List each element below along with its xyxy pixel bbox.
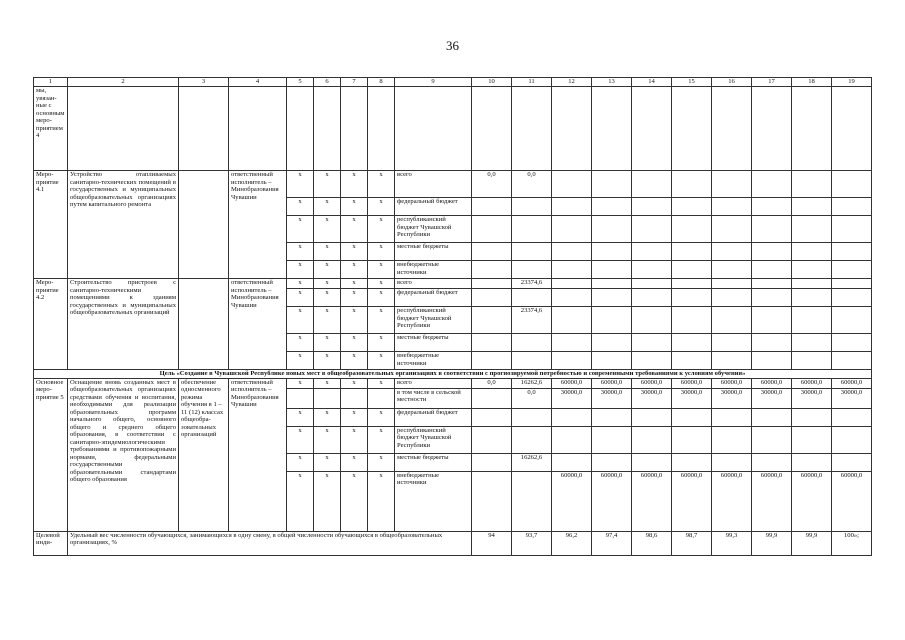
amount-cell: 60000,0 [632,471,672,531]
amount-cell [592,334,632,352]
indicator-row [34,531,872,555]
indicator-value: 100»; [832,531,872,555]
funding-source: местные бюджеты [395,334,472,352]
x-mark: x [314,279,341,289]
x-mark: x [341,216,368,243]
amount-cell [752,279,792,289]
x-mark: x [287,171,314,198]
amount-cell [792,453,832,471]
amount-cell: 30000,0 [832,388,872,408]
funding-source: местные бюджеты [395,243,472,261]
x-mark: x [314,289,341,307]
x-mark: x [341,289,368,307]
x-mark: x [341,453,368,471]
col-header: 9 [395,78,472,87]
indicator-value: 98,7 [672,531,712,555]
amount-cell [552,216,592,243]
amount-cell [792,261,832,279]
col-header: 12 [552,78,592,87]
amount-cell: 60000,0 [592,471,632,531]
amount-cell [552,243,592,261]
amount-cell: 30000,0 [552,388,592,408]
amount-cell [752,198,792,216]
x-mark: x [341,378,368,388]
amount-cell [712,334,752,352]
amount-cell [632,289,672,307]
amount-cell: 60000,0 [792,471,832,531]
indicator-label: Целевой инди- [34,531,68,555]
amount-cell [792,243,832,261]
amount-cell [592,352,632,370]
funding-source: республиканский бюджет Чувашской Республики [395,307,472,334]
x-mark: x [287,216,314,243]
empty-cell [314,388,341,408]
amount-cell [672,216,712,243]
amount-cell [592,426,632,453]
x-mark: x [287,198,314,216]
amount-cell [632,243,672,261]
amount-cell: 16262,6 [512,453,552,471]
col-header: 16 [712,78,752,87]
amount-cell [632,426,672,453]
amount-cell [672,171,712,198]
x-mark: x [368,289,395,307]
amount-cell: 16262,6 [512,378,552,388]
funding-source: внебюджетные источники [395,261,472,279]
amount-cell [552,171,592,198]
amount-cell [792,289,832,307]
amount-cell: 0,0 [472,171,512,198]
x-mark: x [368,171,395,198]
amount-cell: 30000,0 [792,388,832,408]
x-mark: x [368,216,395,243]
amount-cell [472,216,512,243]
col-header: 8 [368,78,395,87]
amount-cell: 23374,6 [512,307,552,334]
x-mark: x [287,261,314,279]
amount-cell [712,171,752,198]
amount-cell [832,408,872,426]
amount-cell: 60000,0 [592,378,632,388]
col-header: 14 [632,78,672,87]
amount-cell [512,426,552,453]
col-header: 6 [314,78,341,87]
amount-cell [832,307,872,334]
amount-cell [592,171,632,198]
amount-cell [472,352,512,370]
funding-source: внебюджетные источники [395,352,472,370]
amount-cell [832,453,872,471]
x-mark: x [341,279,368,289]
funding-source: федеральный бюджет [395,289,472,307]
x-mark: x [368,426,395,453]
x-mark: x [368,261,395,279]
measure-name: Основное мероприятие 5 [34,378,68,531]
x-mark: x [368,378,395,388]
measure-name: Мероприятие 4.1 [34,171,68,279]
amount-cell [592,216,632,243]
amount-cell [712,307,752,334]
x-mark: x [287,243,314,261]
measure-goal: обеспечение односменного режима обучения в 1 – 11 (12) классах общеобразовательных организаций [179,378,229,531]
indicator-value: 99,9 [752,531,792,555]
amount-cell [472,261,512,279]
x-mark: x [368,279,395,289]
amount-cell [632,334,672,352]
amount-cell: 30000,0 [592,388,632,408]
x-mark: x [368,198,395,216]
amount-cell [712,243,752,261]
col-header: 1 [34,78,68,87]
amount-cell [512,198,552,216]
x-mark: x [287,289,314,307]
col-header: 10 [472,78,512,87]
goal-title: Цель «Создание в Чувашской Республике новых мест в общеобразовательных организациях в соответствии с прогнозируемой потребностью и современными требованиями к условиям обучения» [34,370,872,379]
amount-cell: 30000,0 [712,388,752,408]
amount-cell [792,352,832,370]
indicator-value: 97,4 [592,531,632,555]
amount-cell [792,426,832,453]
amount-cell [512,289,552,307]
amount-cell [832,198,872,216]
amount-cell [672,279,712,289]
amount-cell: 60000,0 [752,471,792,531]
x-mark: x [287,279,314,289]
amount-cell [512,334,552,352]
amount-cell [632,352,672,370]
x-mark: x [287,334,314,352]
amount-cell [712,216,752,243]
amount-cell [552,289,592,307]
col-header: 2 [68,78,179,87]
indicator-value: 99,3 [712,531,752,555]
amount-cell [512,261,552,279]
amount-cell [592,198,632,216]
amount-cell [472,198,512,216]
amount-cell [512,216,552,243]
amount-cell: 60000,0 [712,471,752,531]
amount-cell [752,307,792,334]
x-mark: x [341,198,368,216]
amount-cell: 30000,0 [672,388,712,408]
amount-cell [512,408,552,426]
amount-cell [752,216,792,243]
empty-cell [179,171,229,279]
amount-cell [832,243,872,261]
amount-cell [472,289,512,307]
amount-cell: 60000,0 [672,471,712,531]
x-mark: x [314,307,341,334]
amount-cell [472,279,512,289]
amount-cell [472,307,512,334]
x-mark: x [287,426,314,453]
amount-cell [592,408,632,426]
amount-cell: 60000,0 [832,471,872,531]
amount-cell [712,352,752,370]
funding-source: всего [395,378,472,388]
col-header: 19 [832,78,872,87]
indicator-value: 99,9 [792,531,832,555]
amount-cell [592,453,632,471]
amount-cell [712,453,752,471]
x-mark: x [314,426,341,453]
x-mark: x [314,243,341,261]
amount-cell [672,243,712,261]
x-mark: x [287,408,314,426]
funding-source: всего [395,171,472,198]
amount-cell [632,216,672,243]
amount-cell [792,216,832,243]
x-mark: x [314,471,341,531]
x-mark: x [287,378,314,388]
continuation-label: мы, увязанные с основным мероприятием 4 [34,87,68,171]
col-header: 15 [672,78,712,87]
indicator-value: 98,6 [632,531,672,555]
x-mark: x [314,408,341,426]
amount-cell: 30000,0 [752,388,792,408]
table-row [34,279,872,289]
amount-cell [832,352,872,370]
amount-cell: 60000,0 [552,471,592,531]
funding-source: республиканский бюджет Чувашской Республики [395,426,472,453]
x-mark: x [314,171,341,198]
col-header: 18 [792,78,832,87]
funding-source: в том числе в сельской местности [395,388,472,408]
x-mark: x [368,307,395,334]
amount-cell [792,408,832,426]
amount-cell [592,261,632,279]
amount-cell [752,352,792,370]
col-header: 13 [592,78,632,87]
amount-cell: 60000,0 [632,378,672,388]
amount-cell [592,279,632,289]
x-mark: x [341,171,368,198]
empty-cell [287,388,314,408]
amount-cell [752,261,792,279]
x-mark: x [314,216,341,243]
col-header: 7 [341,78,368,87]
amount-cell [792,171,832,198]
page-number: 36 [446,38,459,53]
funding-source: федеральный бюджет [395,198,472,216]
amount-cell [752,426,792,453]
amount-cell [752,408,792,426]
amount-cell [672,352,712,370]
x-mark: x [368,352,395,370]
amount-cell [752,243,792,261]
amount-cell: 0,0 [512,171,552,198]
amount-cell [792,198,832,216]
amount-cell [632,261,672,279]
x-mark: x [287,307,314,334]
header-row [34,78,872,87]
amount-cell [832,289,872,307]
amount-cell [512,352,552,370]
x-mark: x [314,334,341,352]
x-mark: x [368,408,395,426]
amount-cell [832,334,872,352]
amount-cell [632,198,672,216]
amount-cell: 60000,0 [752,378,792,388]
col-header: 5 [287,78,314,87]
amount-cell [592,243,632,261]
x-mark: x [287,453,314,471]
amount-cell [512,471,552,531]
amount-cell [712,289,752,307]
col-header: 3 [179,78,229,87]
col-header: 11 [512,78,552,87]
amount-cell [712,261,752,279]
empty-cell [179,279,229,370]
amount-cell [512,243,552,261]
amount-cell [712,198,752,216]
x-mark: x [341,352,368,370]
x-mark: x [314,378,341,388]
amount-cell [672,289,712,307]
funding-source: республиканский бюджет Чувашской Республики [395,216,472,243]
amount-cell [832,261,872,279]
program-table [33,77,872,556]
amount-cell: 30000,0 [632,388,672,408]
x-mark: x [314,453,341,471]
col-header: 4 [229,78,287,87]
amount-cell [672,408,712,426]
amount-cell [592,289,632,307]
amount-cell [552,261,592,279]
x-mark: x [341,408,368,426]
measure-description: Устройство отапливаемых санитарно-технических помещений в государственных и муниципальных общеобразовательных организациях путем капитального ремонта [68,171,179,279]
amount-cell [472,334,512,352]
amount-cell: 60000,0 [792,378,832,388]
amount-cell [472,453,512,471]
indicator-value: 96,2 [552,531,592,555]
amount-cell [672,307,712,334]
x-mark: x [368,453,395,471]
amount-cell [552,453,592,471]
x-mark: x [314,261,341,279]
amount-cell [632,279,672,289]
amount-cell [832,279,872,289]
amount-cell [472,408,512,426]
amount-cell [552,307,592,334]
amount-cell [752,453,792,471]
x-mark: x [287,352,314,370]
empty-cell [341,388,368,408]
amount-cell [552,198,592,216]
amount-cell: 0,0 [472,378,512,388]
x-mark: x [368,471,395,531]
amount-cell [792,279,832,289]
responsible-executor: ответственный исполнитель – Минобразования Чувашии [229,171,287,279]
amount-cell [632,453,672,471]
amount-cell [552,352,592,370]
continuation-row [34,87,872,171]
funding-source: федеральный бюджет [395,408,472,426]
responsible-executor: ответственный исполнитель – Минобразования Чувашии [229,279,287,370]
amount-cell [752,334,792,352]
amount-cell [472,426,512,453]
x-mark: x [314,352,341,370]
amount-cell [752,171,792,198]
amount-cell [552,426,592,453]
x-mark: x [341,334,368,352]
table-row [34,378,872,388]
empty-cell [368,388,395,408]
amount-cell [832,171,872,198]
x-mark: x [341,261,368,279]
measure-description: Оснащение вновь созданных мест в общеобразовательных организациях средствами обучения и воспитания, необходимыми для реализации образовательных программ начального общего, основного общего и среднего общего образования, в соответствии с санитарно-эпидемиологическими требованиями и противопожарными нормами, федеральными государственными образовательными стандартами общего образования [68,378,179,531]
amount-cell [752,289,792,307]
indicator-description: Удельный вес численности обучающихся, занимающихся в одну смену, в общей численности обучающихся в общеобразовательных организациях, % [68,531,472,555]
x-mark: x [341,426,368,453]
indicator-value: 93,7 [512,531,552,555]
amount-cell [552,279,592,289]
x-mark: x [341,243,368,261]
x-mark: x [368,243,395,261]
amount-cell [552,408,592,426]
x-mark: x [368,334,395,352]
amount-cell [472,388,512,408]
amount-cell: 60000,0 [712,378,752,388]
amount-cell: 0,0 [512,388,552,408]
amount-cell [672,426,712,453]
amount-cell [712,408,752,426]
amount-cell: 60000,0 [672,378,712,388]
amount-cell [472,243,512,261]
x-mark: x [314,198,341,216]
amount-cell [632,171,672,198]
amount-cell: 60000,0 [552,378,592,388]
amount-cell [552,334,592,352]
amount-cell [472,471,512,531]
amount-cell [632,408,672,426]
amount-cell [792,334,832,352]
funding-source: внебюджетные источники [395,471,472,531]
amount-cell: 60000,0 [832,378,872,388]
measure-name: Мероприятие 4.2 [34,279,68,370]
x-mark: x [341,307,368,334]
amount-cell [672,453,712,471]
funding-source: всего [395,279,472,289]
amount-cell [832,216,872,243]
col-header: 17 [752,78,792,87]
table-row [34,171,872,198]
amount-cell [832,426,872,453]
amount-cell [672,334,712,352]
goal-row [34,370,872,379]
amount-cell [712,279,752,289]
amount-cell: 23374,6 [512,279,552,289]
amount-cell [672,261,712,279]
amount-cell [632,307,672,334]
x-mark: x [287,471,314,531]
x-mark: x [341,471,368,531]
measure-description: Строительство пристроев с санитарно-техническими помещениями к зданиям государственных и муниципальных общеобразовательных организаций [68,279,179,370]
responsible-executor: ответственный исполнитель – Минобразования Чувашии [229,378,287,531]
amount-cell [592,307,632,334]
indicator-value: 94 [472,531,512,555]
funding-source: местные бюджеты [395,453,472,471]
amount-cell [792,307,832,334]
amount-cell [712,426,752,453]
amount-cell [672,198,712,216]
